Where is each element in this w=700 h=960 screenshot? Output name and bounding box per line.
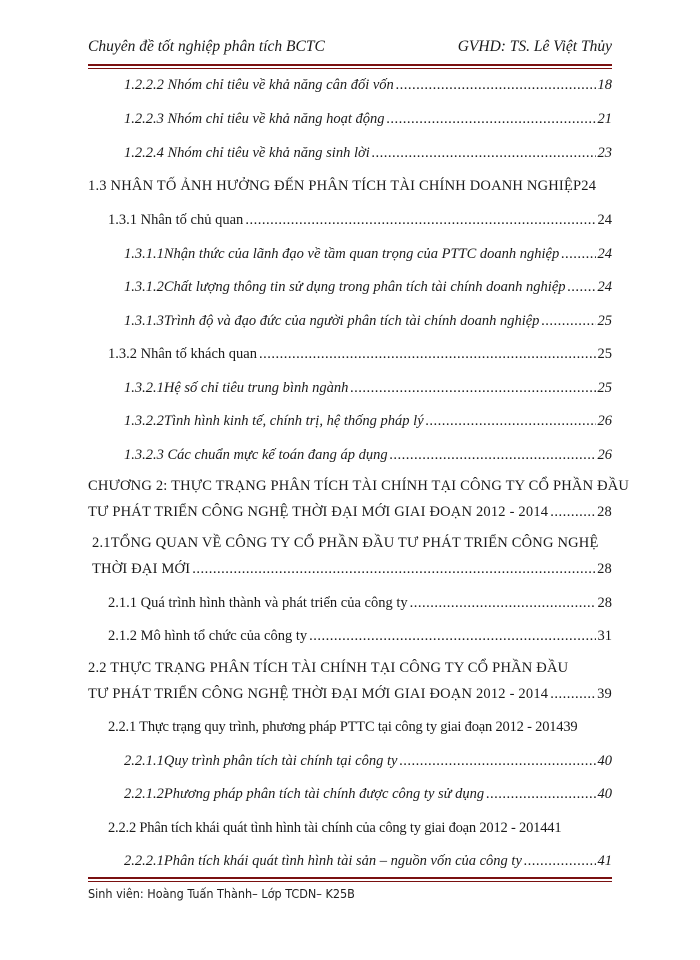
header-rule bbox=[88, 64, 612, 66]
footer-rule-thin bbox=[88, 881, 612, 882]
toc-entry[interactable]: 2.2.2.1Phân tích khái quát tình hình tài sản – nguồn vốn của công ty ..... 41 bbox=[124, 853, 612, 870]
toc-entry[interactable]: 1.2.2.3 Nhóm chỉ tiêu về khả năng hoạt động ..... 21 bbox=[124, 111, 612, 128]
toc-entry[interactable]: 1.3 NHÂN TỐ ẢNH HƯỞNG ĐẾN PHÂN TÍCH TÀI CHÍNH DOANH NGHIỆP 24 bbox=[88, 178, 597, 194]
page-footer: Sinh viên: Hoàng Tuấn Thành– Lớp TCDN– K25B bbox=[88, 886, 355, 901]
header-left: Chuyên đề tốt nghiệp phân tích BCTC bbox=[88, 38, 325, 55]
toc-entry[interactable]: 1.3.1.3Trình độ và đạo đức của người phân tích tài chính doanh nghiệp ..... 25 bbox=[124, 313, 612, 330]
toc-entry[interactable]: 1.3.2 Nhân tố khách quan ..... 25 bbox=[108, 346, 612, 363]
page-header bbox=[88, 32, 612, 62]
toc-entry[interactable]: 1.3.2.3 Các chuẩn mực kế toán đang áp dụng ..... 26 bbox=[124, 447, 612, 464]
toc-entry-line1[interactable]: CHƯƠNG 2: THỰC TRẠNG PHÂN TÍCH TÀI CHÍNH TẠI CÔNG TY CỔ PHẦN ĐẦU bbox=[88, 478, 630, 494]
toc-entry[interactable]: 2.2.1.1Quy trình phân tích tài chính tại công ty ..... 40 bbox=[124, 753, 612, 770]
toc-entry[interactable]: TƯ PHÁT TRIỂN CÔNG NGHỆ THỜI ĐẠI MỚI GIAI ĐOẠN 2012 - 2014 ..... 28 bbox=[88, 504, 612, 521]
footer-rule bbox=[88, 877, 612, 879]
toc-entry[interactable]: 1.2.2.2 Nhóm chỉ tiêu về khả năng cân đối vốn ..... 18 bbox=[124, 77, 612, 94]
toc-entry-line1[interactable]: 2.2 THỰC TRẠNG PHÂN TÍCH TÀI CHÍNH TẠI CÔNG TY CỔ PHẦN ĐẦU bbox=[88, 660, 569, 676]
toc-entry[interactable]: 2.2.2 Phân tích khái quát tình hình tài chính của công ty giai đoạn 2012 - 2014 41 bbox=[108, 820, 562, 836]
toc-entry[interactable]: 1.3.2.2Tình hình kinh tế, chính trị, hệ thống pháp lý ..... 26 bbox=[124, 413, 612, 430]
header-rule-thin bbox=[88, 68, 612, 69]
toc-entry[interactable]: THỜI ĐẠI MỚI ..... 28 bbox=[92, 561, 612, 578]
toc-entry[interactable]: 1.3.1.2Chất lượng thông tin sử dụng trong phân tích tài chính doanh nghiệp ..... 24 bbox=[124, 279, 612, 296]
toc-entry[interactable]: 1.2.2.4 Nhóm chỉ tiêu về khả năng sinh lời ..... 23 bbox=[124, 145, 612, 162]
header-right: GVHD: TS. Lê Việt Thủy bbox=[457, 38, 612, 55]
toc-entry[interactable]: 2.2.1 Thực trạng quy trình, phương pháp PTTC tại công ty giai đoạn 2012 - 2014 39 bbox=[108, 719, 578, 735]
toc-entry[interactable]: 1.3.1 Nhân tố chủ quan ..... 24 bbox=[108, 212, 612, 229]
toc-entry[interactable]: 2.2.1.2Phương pháp phân tích tài chính được công ty sử dụng ..... 40 bbox=[124, 786, 612, 803]
toc-entry[interactable]: 1.3.2.1Hệ số chỉ tiêu trung bình ngành ..... 25 bbox=[124, 380, 612, 397]
toc-entry[interactable]: 1.3.1.1Nhận thức của lãnh đạo về tầm quan trọng của PTTC doanh nghiệp ..... 24 bbox=[124, 246, 612, 263]
toc-entry-line1[interactable]: 2.1TỔNG QUAN VỀ CÔNG TY CỔ PHẦN ĐẦU TƯ PHÁT TRIỂN CÔNG NGHỆ bbox=[92, 535, 599, 551]
toc-entry[interactable]: 2.1.1 Quá trình hình thành và phát triển của công ty ..... 28 bbox=[108, 595, 612, 612]
toc-entry[interactable]: TƯ PHÁT TRIỂN CÔNG NGHỆ THỜI ĐẠI MỚI GIAI ĐOẠN 2012 - 2014 ..... 39 bbox=[88, 686, 612, 703]
toc-entry[interactable]: 2.1.2 Mô hình tổ chức của công ty ..... 31 bbox=[108, 628, 612, 645]
